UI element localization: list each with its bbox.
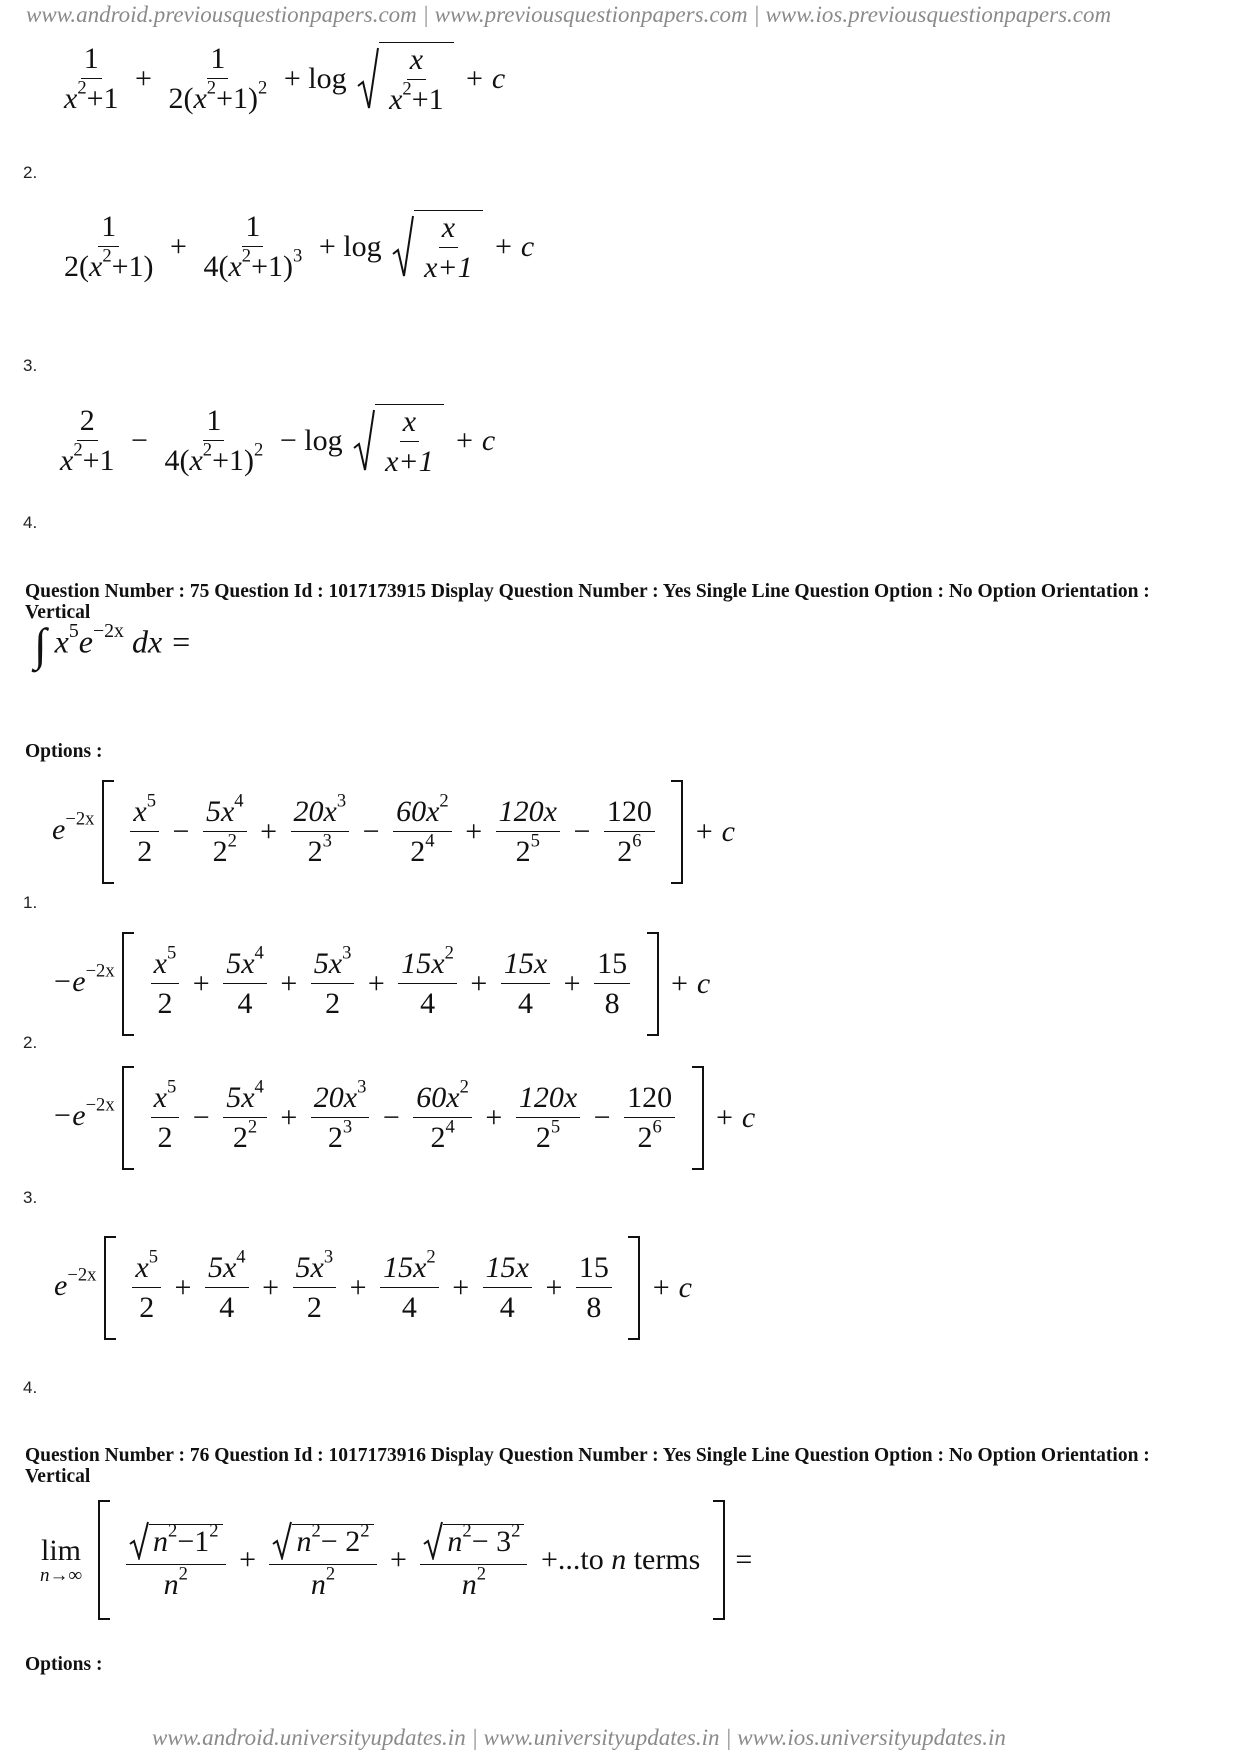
prev-option-1-expression: $\frac{1}{x^2+1}$ + $\frac{1}{2(x^2+1)^2}$ + log $\frac{x}{x^2+1}$ + c [64,41,506,116]
q75-option-2-expression: $-e^{-2x}$ $\frac{x^5}{2}$ + $\frac{5x^4}{4}$ + $\frac{5x^3}{2}$ + $\frac{15x^2}{4}$ + $\frac{15x}{4}$ + $\frac{15}{8}$ + c [52,932,713,1036]
header-watermark: www.android.previousquestionpapers.com | www.previousquestionpapers.com | www.ios.previousquestionpapers.com [26,2,1112,27]
footer-watermark: www.android.universityupdates.in | www.universityupdates.in | www.ios.universityupdates.in [152,1725,1006,1750]
option-number: 2. [23,1033,38,1052]
prev-option-number: 2. [23,163,38,182]
option-number: 1. [23,893,38,912]
question-76-limit-expression: lim n→∞ $\frac{n^2-1^2}{n^2}$ + $\frac{n^2- 2^2}{n^2}$ + $\frac{n^2- 3^2}{n^2}$ +...to n terms = [40,1500,755,1620]
option-number: 3. [23,1188,38,1207]
radical-icon [272,1520,292,1560]
q75-option-1-expression: $e^{-2x}$ $\frac{x^5}{2}$ − $\frac{5x^4}{2^2}$ + $\frac{20x^3}{2^3}$ − $\frac{60x^2}{2^4}$ + $\frac{120x}{2^5}$ − $\frac{120}{2^6}$ + c [52,780,738,884]
question-75-meta: Question Number : 75 Question Id : 1017173915 Display Question Number : Yes Single Line Question Option : No Option Orientation : Vertical [25,581,1150,623]
prev-option-number: 4. [23,513,38,532]
radical-icon [392,214,414,280]
question-75-options-label: Options : [25,741,103,762]
question-75-integral: ∫ $x^5e^{-2x}$ dx = [34,619,192,670]
option-number: 4. [23,1378,38,1397]
prev-option-number: 3. [23,356,38,375]
radical-icon [423,1520,443,1560]
question-76-options-label: Options : [25,1654,103,1675]
radical-icon [129,1520,149,1560]
q75-option-3-expression: $-e^{-2x}$ $\frac{x^5}{2}$ − $\frac{5x^4}{2^2}$ + $\frac{20x^3}{2^3}$ − $\frac{60x^2}{2^4}$ + $\frac{120x}{2^5}$ − $\frac{120}{2^6}$ + c [52,1066,758,1170]
question-76-meta: Question Number : 76 Question Id : 1017173916 Display Question Number : Yes Single Line Question Option : No Option Orientation : Vertical [25,1445,1150,1487]
radical-icon [357,46,379,112]
q75-option-4-expression: $e^{-2x}$ $\frac{x^5}{2}$ + $\frac{5x^4}{4}$ + $\frac{5x^3}{2}$ + $\frac{15x^2}{4}$ + $\frac{15x}{4}$ + $\frac{15}{8}$ + c [54,1236,695,1340]
prev-option-3-expression: $\frac{2}{x^2+1}$ − $\frac{1}{4(x^2+1)^2}$ − log $\frac{x}{x+1}$ + c [60,403,496,478]
radical-icon [353,408,375,474]
prev-option-2-expression: $\frac{1}{2(x^2+1)}$ + $\frac{1}{4(x^2+1)^3}$ + log $\frac{x}{x+1}$ + c [64,209,535,284]
